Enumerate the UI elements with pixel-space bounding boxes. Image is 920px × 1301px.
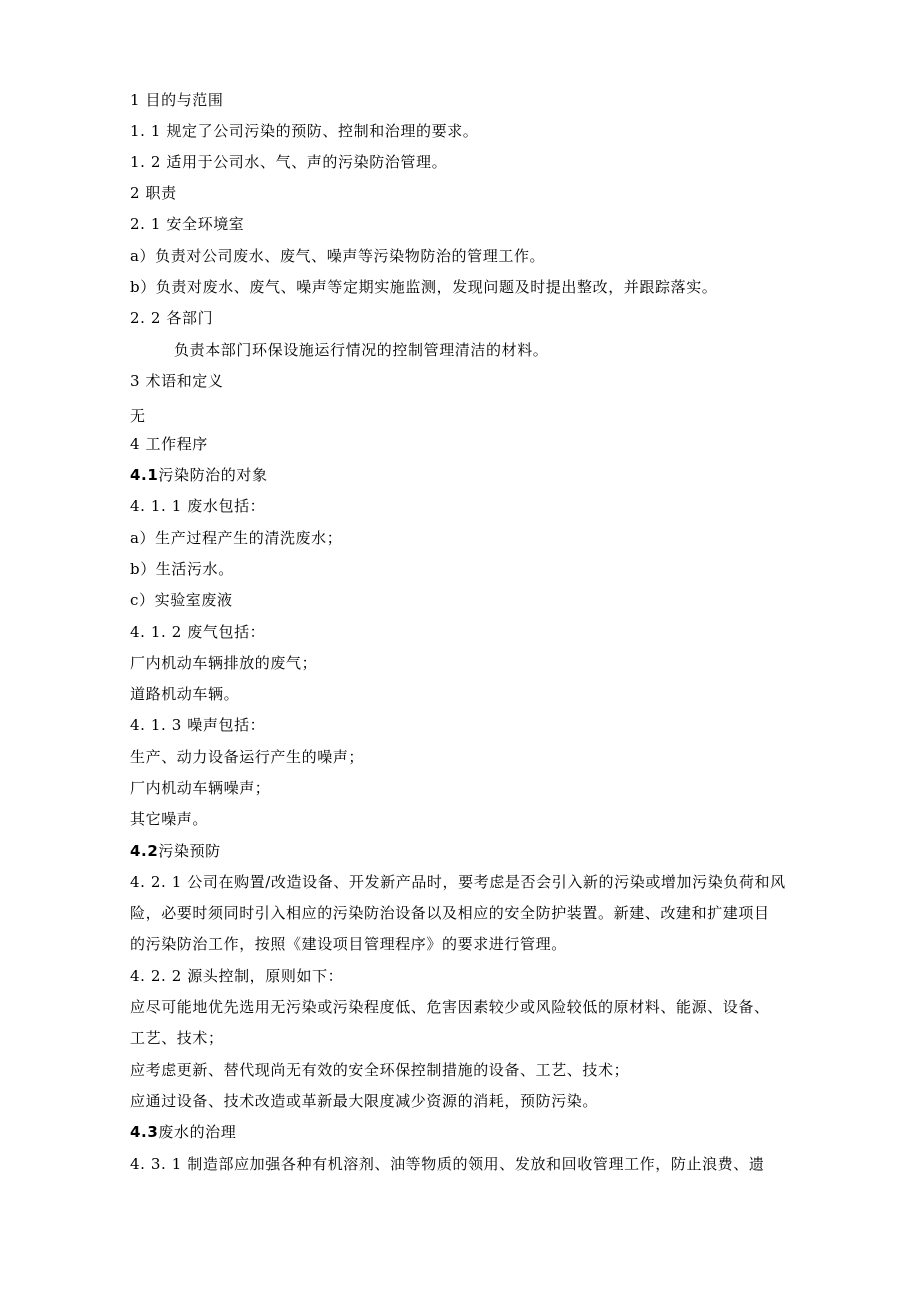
clause-4-1-3-item-3: 其它噪声。 [130, 810, 209, 828]
clause-4-1-1-a: a）生产过程产生的清洗废水； [130, 529, 343, 547]
clause-4-2-1-line-3: 的污染防治工作，按照《建设项目管理程序》的要求进行管理。 [130, 935, 567, 953]
clause-4-2-1-line-2: 险，必要时须同时引入相应的污染防治设备以及相应的安全防护装置。新建、改建和扩建项目 [130, 904, 770, 922]
section-heading-1: 1 目的与范围 [130, 91, 224, 109]
clause-4-3 [130, 1122, 236, 1142]
clause-4-2 [130, 841, 221, 861]
clause-2-2-text: 负责本部门环保设施运行情况的控制管理清洁的材料。 [174, 341, 549, 359]
clause-1-2: 1. 2 适用于公司水、气、声的污染防治管理。 [130, 153, 448, 171]
clause-4-1-number: 4.1 [130, 466, 159, 484]
clause-4-2-title: 污染预防 [158, 842, 221, 860]
clause-4-1-3-item-1: 生产、动力设备运行产生的噪声； [130, 748, 365, 766]
clause-4-1 [130, 465, 268, 485]
section-heading-2: 2 职责 [130, 184, 177, 202]
clause-4-3-1-line-1: 4. 3. 1 制造部应加强各种有机溶剂、油等物质的领用、发放和回收管理工作，防止浪费、遗 [130, 1155, 765, 1173]
clause-4-1-2: 4. 1. 2 废气包括： [130, 623, 266, 641]
clause-4-2-1-line-1: 4. 2. 1 公司在购置/改造设备、开发新产品时，要考虑是否会引入新的污染或增加污染负荷和风 [130, 873, 786, 891]
clause-4-2-2-item-1-line-2: 工艺、技术； [130, 1029, 224, 1047]
clause-4-1-2-item-1: 厂内机动车辆排放的废气； [130, 654, 318, 672]
clause-4-1-3: 4. 1. 3 噪声包括： [130, 716, 266, 734]
clause-4-1-3-item-2: 厂内机动车辆噪声； [130, 779, 271, 797]
clause-4-1-title: 污染防治的对象 [158, 466, 268, 484]
clause-4-2-2-item-2: 应考虑更新、替代现尚无有效的安全环保控制措施的设备、工艺、技术； [130, 1061, 630, 1079]
clause-4-2-2-item-3: 应通过设备、技术改造或革新最大限度减少资源的消耗，预防污染。 [130, 1092, 599, 1110]
section-heading-4: 4 工作程序 [130, 435, 208, 453]
clause-4-1-1: 4. 1. 1 废水包括： [130, 497, 266, 515]
clause-2-1-a: a）负责对公司废水、废气、噪声等污染物防治的管理工作。 [130, 247, 546, 265]
clause-2-1: 2. 1 安全环境室 [130, 215, 245, 233]
clause-2-1-b: b）负责对废水、废气、噪声等定期实施监测，发现问题及时提出整改，并跟踪落实。 [130, 278, 718, 296]
clause-4-2-number: 4.2 [130, 842, 159, 860]
section-heading-3: 3 术语和定义 [130, 372, 224, 390]
clause-4-2-2: 4. 2. 2 源头控制，原则如下： [130, 967, 344, 985]
clause-4-1-1-c: c）实验室废液 [130, 591, 233, 609]
clause-4-1-2-item-2: 道路机动车辆。 [130, 685, 240, 703]
clause-4-1-1-b: b）生活污水。 [130, 560, 234, 578]
section-3-text: 无 [130, 407, 146, 425]
clause-4-3-title: 废水的治理 [158, 1123, 237, 1141]
clause-4-3-number: 4.3 [130, 1123, 159, 1141]
clause-1-1: 1. 1 规定了公司污染的预防、控制和治理的要求。 [130, 122, 479, 140]
clause-4-2-2-item-1-line-1: 应尽可能地优先选用无污染或污染程度低、危害因素较少或风险较低的原材料、能源、设备、 [130, 998, 770, 1016]
clause-2-2: 2. 2 各部门 [130, 309, 214, 327]
